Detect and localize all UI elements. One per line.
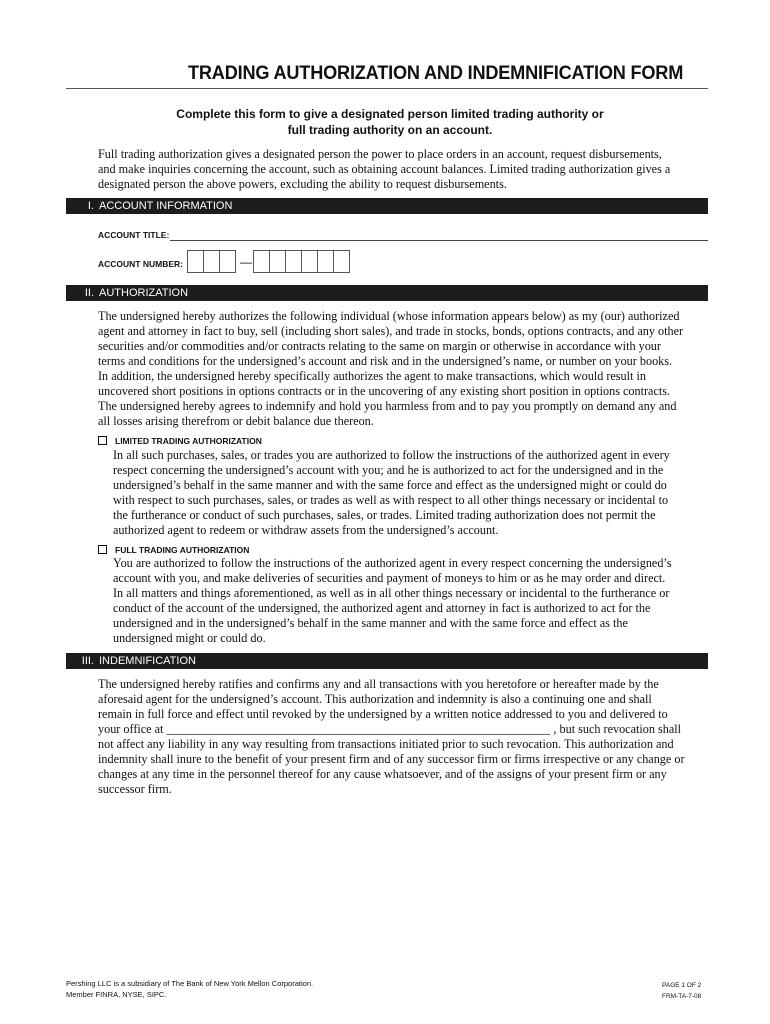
full-trading-label: FULL TRADING AUTHORIZATION [115, 545, 250, 555]
title-rule [66, 88, 708, 89]
authorization-line: agent and attorney in fact to buy, sell (including short sales), and trade in stocks, bonds, options contracts, and any other [98, 324, 684, 338]
account-number-label: ACCOUNT NUMBER: [98, 259, 183, 269]
full-trading-checkbox[interactable] [98, 545, 107, 554]
account-number-suffix-boxes [253, 250, 349, 273]
section-header-indemnification [66, 653, 708, 669]
limited-trading-option [98, 436, 262, 446]
authorization-line: uncovered short positions in options contracts or in the uncovering of any existing short position in options contracts. [98, 384, 671, 398]
limited-trading-paragraph [113, 448, 670, 538]
full-trading-paragraph [113, 556, 672, 646]
intro-line: and make inquiries concerning the account, such as obtaining account balances. Limited trading authorization gives a [98, 162, 671, 176]
limited-trading-line: In all such purchases, sales, or trades you are authorized to follow the instructions of the authorized agent in every [113, 448, 670, 462]
account-number-prefix-boxes [187, 250, 235, 273]
indemnification-line: indemnity shall inure to the benefit of your present firm and of any successor firm or firms irrespective or any change or [98, 752, 685, 766]
form-code: FRM-TA-7-08 [662, 993, 702, 1000]
indemnification-line: aforesaid agent for the undersigned’s account. This authorization and indemnity is also a continuing one and shall [98, 692, 652, 706]
authorization-line: The undersigned hereby agrees to indemnify and hold you harmless from and to pay you promptly on demand any and [98, 399, 677, 413]
footer-right [662, 980, 708, 1002]
indemnification-paragraph [98, 677, 685, 797]
account-title-label: ACCOUNT TITLE: [98, 230, 170, 240]
limited-trading-line: with respect to such purchases, sales, or trades as well as with respect to all other things necessary or incidental to [113, 493, 669, 507]
authorization-line: all losses arising therefrom or debit balance due thereon. [98, 414, 374, 428]
subtitle-line-1: Complete this form to give a designated person limited trading authority or [176, 107, 604, 121]
intro-line: designated person the above powers, excluding the ability to request disbursements. [98, 177, 507, 191]
indemnification-line: changes at any time in the personnel thereof for any cause whatsoever, and of the assigns of your present firm or any [98, 767, 667, 781]
limited-trading-line: the furtherance or conduct of such purchases, sales, or trades. Limited trading authorization does not permit the [113, 508, 656, 522]
limited-trading-line: authorized agent to redeem or withdraw assets from the undersigned’s account. [113, 523, 499, 537]
full-trading-line: conduct of the account of the undersigned, the authorized agent and attorney in fact is authorized to act for the [113, 601, 651, 615]
intro-paragraph [98, 147, 670, 192]
account-number-digit-box[interactable] [269, 250, 286, 273]
section-number: I. [87, 200, 94, 212]
account-number-digit-box[interactable] [317, 250, 334, 273]
full-trading-option [98, 545, 249, 555]
account-number-digit-box[interactable] [187, 250, 204, 273]
subtitle-line-2: full trading authority on an account. [287, 123, 493, 137]
page-number: PAGE 1 OF 2 [662, 982, 702, 989]
indemnification-line[interactable]: your office at _______________________________________________________________ , but such revocation shall [98, 722, 682, 736]
limited-trading-line: respect concerning the undersigned’s account with you; and he is authorized to act for the undersigned and in the [113, 463, 664, 477]
authorization-line: securities and/or commodities and/or contracts relating to the same on margin or otherwise in accordance with your [98, 339, 661, 353]
limited-trading-checkbox[interactable] [98, 436, 107, 445]
footer-left [66, 978, 313, 1000]
account-number-digit-box[interactable] [219, 250, 236, 273]
section-label: ACCOUNT INFORMATION [99, 200, 233, 212]
section-label: INDEMNIFICATION [99, 655, 196, 667]
indemnification-line: The undersigned hereby ratifies and confirms any and all transactions with you heretofore or hereafter made by the [98, 677, 659, 691]
section-number: III. [81, 655, 94, 667]
full-trading-line: In all matters and things aforementioned, as well as in all other things necessary or incidental to the furtherance or [113, 586, 670, 600]
form-title: TRADING AUTHORIZATION AND INDEMNIFICATION FORM [188, 62, 684, 84]
limited-trading-line: undersigned’s behalf in the same manner and with the same force and effect as the undersigned might or could do [113, 478, 667, 492]
account-number-digit-box[interactable] [203, 250, 220, 273]
footer-member-text: Member FINRA, NYSE, SIPC. [66, 990, 167, 999]
full-trading-line: account with you, and make deliveries of securities and payment of moneys to him or as he may order and direct. [113, 571, 666, 585]
footer-subsidiary-text: Pershing LLC is a subsidiary of The Bank of New York Mellon Corporation. [66, 979, 314, 988]
section-header-account-information [66, 198, 708, 214]
authorization-line: In addition, the undersigned hereby specifically authorizes the agent to make transactions, which would result in [98, 369, 646, 383]
section-header-authorization [66, 285, 708, 301]
indemnification-line: remain in full force and effect until revoked by the undersigned by a written notice addressed to you and delivered to [98, 707, 668, 721]
account-number-digit-box[interactable] [253, 250, 270, 273]
account-number-digit-box[interactable] [301, 250, 318, 273]
intro-line: Full trading authorization gives a designated person the power to place orders in an account, request disbursements, [98, 147, 662, 161]
indemnification-line: successor firm. [98, 782, 172, 796]
account-title-input[interactable] [170, 240, 708, 241]
account-number-digit-box[interactable] [333, 250, 350, 273]
account-number-digit-box[interactable] [285, 250, 302, 273]
indemnification-line: not affect any liability in any way resulting from transactions initiated prior to such revocation. This authorization and [98, 737, 674, 751]
form-subtitle [90, 106, 690, 138]
section-label: AUTHORIZATION [99, 287, 189, 299]
authorization-line: terms and conditions for the undersigned’s account and risk and in the undersigned’s name, or number on your books. [98, 354, 673, 368]
limited-trading-label: LIMITED TRADING AUTHORIZATION [115, 436, 262, 446]
section-number: II. [84, 287, 94, 299]
full-trading-line: undersigned and in the undersigned’s behalf in the same manner and with the same force and effect as the [113, 616, 628, 630]
account-number-dash: — [240, 255, 252, 269]
full-trading-line: You are authorized to follow the instructions of the authorized agent in every respect concerning the undersigned’s [113, 556, 672, 570]
authorization-line: The undersigned hereby authorizes the following individual (whose information appears below) as my (our) authorized [98, 309, 680, 323]
authorization-paragraph [98, 309, 683, 429]
full-trading-line: undersigned might or could do. [113, 631, 266, 645]
